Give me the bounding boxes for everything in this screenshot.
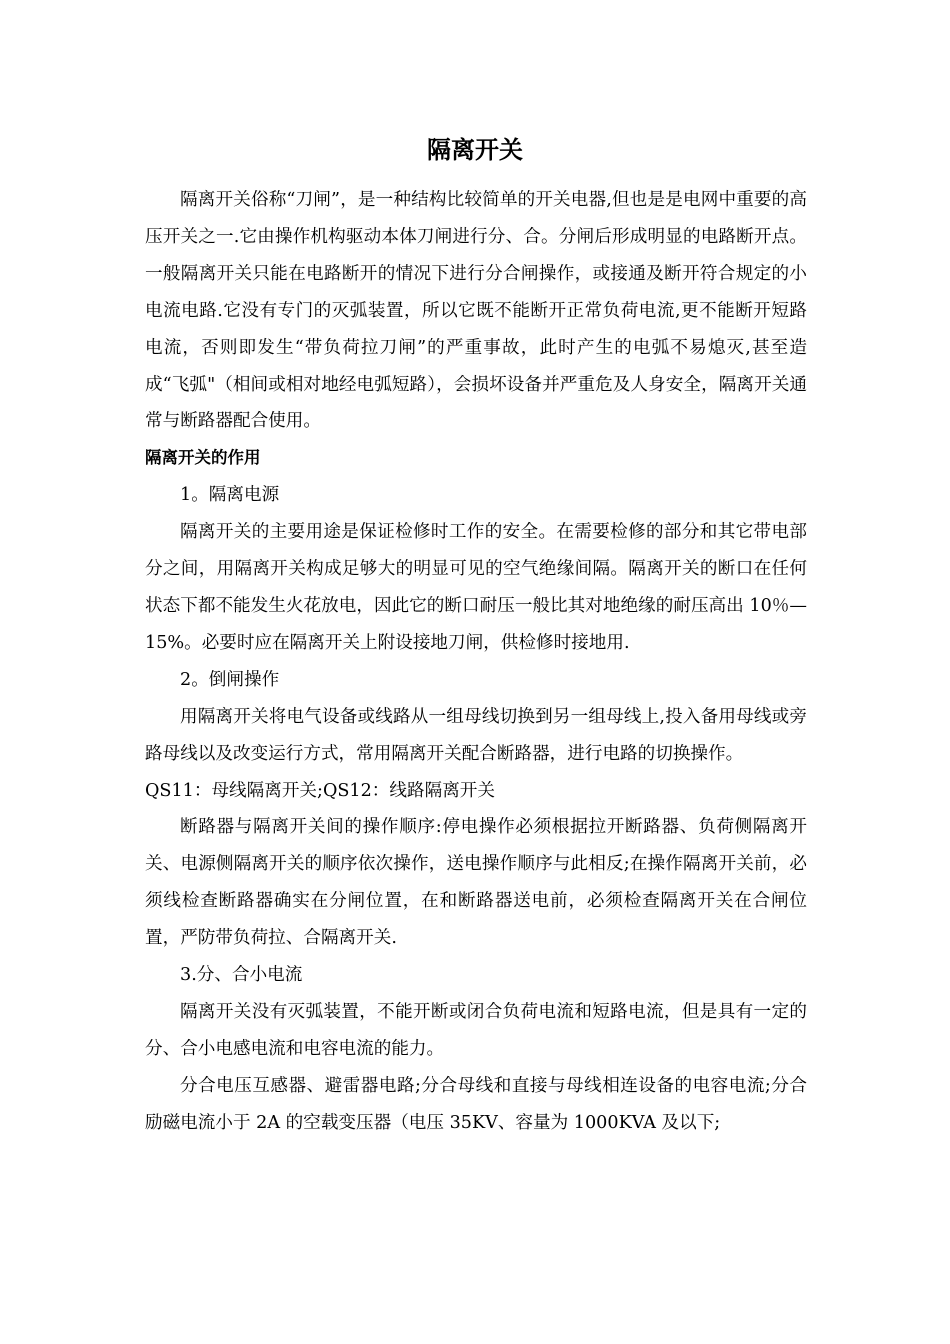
item1-paragraph: 隔离开关的主要用途是保证检修时工作的安全。在需要检修的部分和其它带电部分之间，用隔离开关构成足够大的明显可见的空气绝缘间隔。隔离开关的断口在任何状态下都不能发生火花放电，因此它的断口耐压一般比其对地绝缘的耐压高出 10％—15%。必要时应在隔离开关上附设接地刀闸，供检修时接地用. (145, 522, 807, 653)
item1-heading: 1。隔离电源 (180, 485, 280, 506)
section-heading: 隔离开关的作用 (145, 448, 261, 468)
item3-heading: 3.分、合小电流 (180, 965, 303, 986)
intro-paragraph: 隔离开关俗称“刀闸”，是一种结构比较简单的开关电器,但也是是电网中重要的高压开关之一.它由操作机构驱动本体刀闸进行分、合。分闸后形成明显的电路断开点。一般隔离开关只能在电路断开的情况下进行分合闸操作，或接通及断开符合规定的小电流电路.它没有专门的灭弧装置，所以它既不能断开正常负荷电流,更不能断开短路电流，否则即发生“带负荷拉刀闸”的严重事故，此时产生的电弧不易熄灭,甚至造成“飞弧"（相间或相对地经电弧短路），会损坏设备并严重危及人身安全，隔离开关通常与断路器配合使用。 (145, 190, 807, 432)
document-body (145, 182, 807, 1142)
sequence-paragraph: 断路器与隔离开关间的操作顺序:停电操作必须根据拉开断路器、负荷侧隔离开关、电源侧隔离开关的顺序依次操作，送电操作顺序与此相反;在操作隔离开关前，必须线检查断路器确实在分闸位置，在和断路器送电前，必须检查隔离开关在合闸位置，严防带负荷拉、合隔离开关. (145, 817, 807, 949)
qs-line: QS11：母线隔离开关;QS12：线路隔离开关 (145, 780, 495, 801)
item3-detail-paragraph: 分合电压互感器、避雷器电路;分合母线和直接与母线相连设备的电容电流;分合励磁电流小于 2A 的空载变压器（电压 35KV、容量为 1000KVA 及以下; (145, 1075, 807, 1133)
item2-heading: 2。倒闸操作 (180, 669, 280, 690)
item3-paragraph: 隔离开关没有灭弧装置，不能开断或闭合负荷电流和短路电流，但是具有一定的分、合小电感电流和电容电流的能力。 (145, 1001, 807, 1059)
document-title: 隔离开关 (427, 136, 523, 164)
item2-paragraph: 用隔离开关将电气设备或线路从一组母线切换到另一组母线上,投入备用母线或旁路母线以及改变运行方式，常用隔离开关配合断路器，进行电路的切换操作。 (145, 706, 807, 764)
